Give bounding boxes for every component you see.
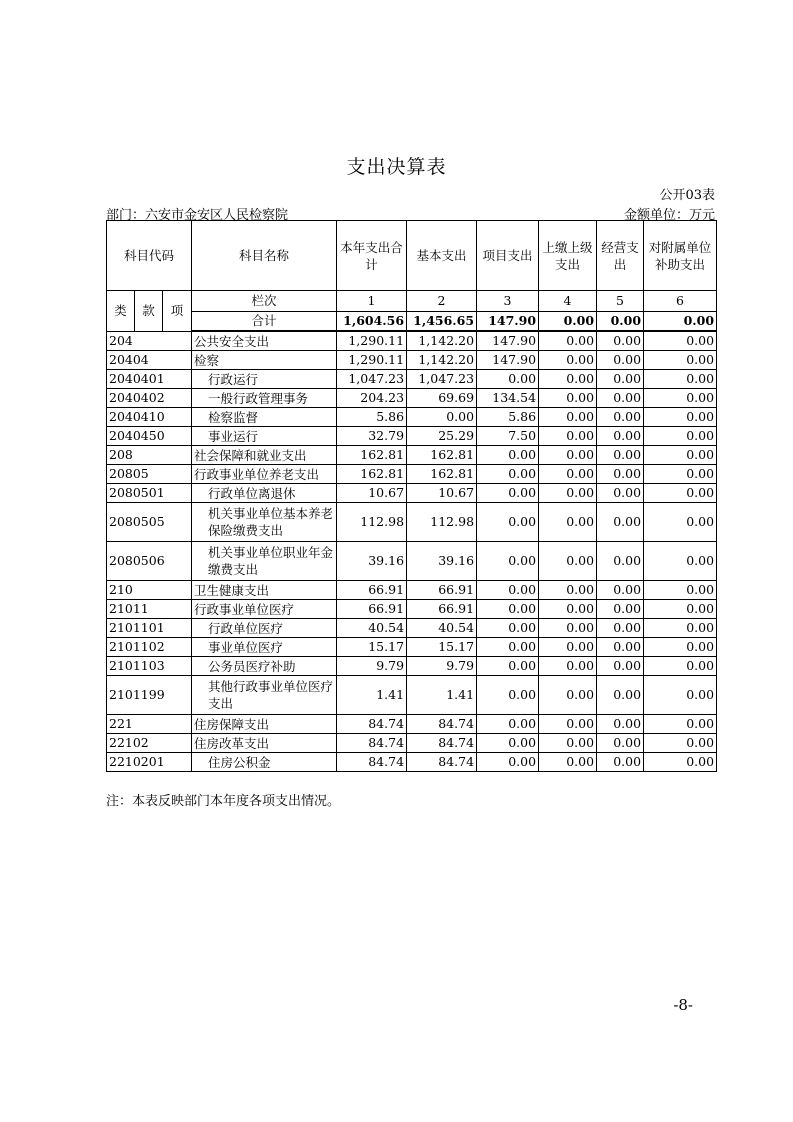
- amount-cell: 0.00: [477, 619, 539, 638]
- table-row: [107, 753, 717, 772]
- amount-cell: 0.00: [539, 446, 597, 465]
- amount-cell: 0.00: [477, 446, 539, 465]
- amount-cell: 0.00: [597, 408, 644, 427]
- amount-cell: 162.81: [407, 465, 477, 484]
- amount-cell: 0.00: [597, 676, 644, 715]
- amount-cell: 0.00: [597, 600, 644, 619]
- amount-cell: 0.00: [539, 465, 597, 484]
- amount-cell: 1.41: [337, 676, 407, 715]
- amount-cell: 0.00: [539, 331, 597, 351]
- amount-cell: 1,290.11: [337, 351, 407, 370]
- subject-name: 社会保障和就业支出: [192, 446, 337, 465]
- amount-cell: 0.00: [644, 619, 717, 638]
- amount-cell: 0.00: [539, 542, 597, 581]
- amount-cell: 162.81: [337, 465, 407, 484]
- amount-cell: 0.00: [644, 465, 717, 484]
- col-index-5: 5: [597, 291, 644, 312]
- amount-cell: 0.00: [539, 715, 597, 734]
- amount-cell: 0.00: [644, 657, 717, 676]
- footnote: 注：本表反映部门本年度各项支出情况。: [106, 794, 341, 809]
- header-name: 科目名称: [192, 221, 337, 291]
- amount-cell: 5.86: [477, 408, 539, 427]
- header-xiang: 项: [163, 291, 192, 332]
- subject-name: 卫生健康支出: [192, 581, 337, 600]
- amount-cell: 0.00: [477, 734, 539, 753]
- amount-cell: 84.74: [337, 734, 407, 753]
- subject-name: 一般行政管理事务: [192, 389, 337, 408]
- amount-cell: 204.23: [337, 389, 407, 408]
- subject-name: 行政运行: [192, 370, 337, 389]
- amount-cell: 162.81: [407, 446, 477, 465]
- subject-name: 行政事业单位养老支出: [192, 465, 337, 484]
- table-row: [107, 715, 717, 734]
- header-code: 科目代码: [107, 221, 192, 291]
- amount-cell: 0.00: [597, 389, 644, 408]
- amount-cell: 9.79: [337, 657, 407, 676]
- amount-cell: 112.98: [337, 503, 407, 542]
- amount-cell: 0.00: [407, 408, 477, 427]
- subject-code: 2101102: [107, 638, 192, 657]
- amount-cell: 10.67: [407, 484, 477, 503]
- amount-cell: 0.00: [597, 503, 644, 542]
- total-value: 147.90: [477, 312, 539, 332]
- table-row: [107, 484, 717, 503]
- amount-cell: 66.91: [337, 581, 407, 600]
- total-label: 合计: [192, 312, 337, 332]
- amount-cell: 1,290.11: [337, 331, 407, 351]
- amount-cell: 162.81: [337, 446, 407, 465]
- amount-cell: 84.74: [407, 715, 477, 734]
- amount-cell: 1,047.23: [407, 370, 477, 389]
- amount-cell: 0.00: [644, 446, 717, 465]
- column-index-row: [107, 291, 717, 312]
- amount-cell: 0.00: [539, 503, 597, 542]
- table-row: [107, 676, 717, 715]
- subject-code: 208: [107, 446, 192, 465]
- amount-cell: 0.00: [597, 351, 644, 370]
- header-lanci: 栏次: [192, 291, 337, 312]
- table-row: [107, 600, 717, 619]
- amount-cell: 0.00: [539, 676, 597, 715]
- amount-cell: 0.00: [539, 753, 597, 772]
- amount-cell: 32.79: [337, 427, 407, 446]
- amount-cell: 66.91: [407, 600, 477, 619]
- amount-cell: 0.00: [539, 600, 597, 619]
- subject-name: 住房保障支出: [192, 715, 337, 734]
- amount-cell: 69.69: [407, 389, 477, 408]
- amount-cell: 0.00: [539, 408, 597, 427]
- table-row: [107, 619, 717, 638]
- amount-cell: 0.00: [539, 657, 597, 676]
- amount-cell: 84.74: [337, 753, 407, 772]
- amount-cell: 0.00: [644, 676, 717, 715]
- form-number: 公开03表: [659, 188, 715, 203]
- subject-code: 204: [107, 331, 192, 351]
- table-row: [107, 331, 717, 351]
- amount-cell: 0.00: [644, 715, 717, 734]
- amount-cell: 1,142.20: [407, 351, 477, 370]
- table-row: [107, 503, 717, 542]
- amount-cell: 0.00: [597, 542, 644, 581]
- subject-code: 2080501: [107, 484, 192, 503]
- table-row: [107, 734, 717, 753]
- amount-cell: 0.00: [644, 503, 717, 542]
- amount-cell: 0.00: [539, 351, 597, 370]
- col-index-1: 1: [337, 291, 407, 312]
- page-title: 支出决算表: [346, 156, 447, 178]
- amount-cell: 0.00: [644, 389, 717, 408]
- subject-name: 行政单位医疗: [192, 619, 337, 638]
- header-upper: 上缴上级支出: [539, 221, 597, 291]
- amount-cell: 0.00: [597, 619, 644, 638]
- amount-cell: 10.67: [337, 484, 407, 503]
- subject-name: 行政事业单位医疗: [192, 600, 337, 619]
- subject-code: 2101103: [107, 657, 192, 676]
- amount-cell: 0.00: [644, 484, 717, 503]
- amount-cell: 15.17: [337, 638, 407, 657]
- header-subsidy: 对附属单位补助支出: [644, 221, 717, 291]
- amount-cell: 0.00: [644, 600, 717, 619]
- amount-cell: 40.54: [407, 619, 477, 638]
- subject-name: 其他行政事业单位医疗支出: [192, 676, 337, 715]
- amount-cell: 39.16: [337, 542, 407, 581]
- subject-name: 检察监督: [192, 408, 337, 427]
- subject-code: 20805: [107, 465, 192, 484]
- subject-code: 2210201: [107, 753, 192, 772]
- amount-cell: 25.29: [407, 427, 477, 446]
- amount-cell: 0.00: [477, 715, 539, 734]
- amount-cell: 0.00: [644, 370, 717, 389]
- amount-cell: 0.00: [644, 331, 717, 351]
- amount-cell: 15.17: [407, 638, 477, 657]
- subject-name: 公务员医疗补助: [192, 657, 337, 676]
- subject-name: 机关事业单位职业年金缴费支出: [192, 542, 337, 581]
- amount-cell: 0.00: [477, 657, 539, 676]
- table-row: [107, 581, 717, 600]
- table-row: [107, 389, 717, 408]
- table-row: [107, 465, 717, 484]
- amount-cell: 0.00: [477, 581, 539, 600]
- amount-cell: 84.74: [407, 753, 477, 772]
- amount-cell: 0.00: [597, 331, 644, 351]
- amount-cell: 0.00: [644, 638, 717, 657]
- header-row: [107, 221, 717, 291]
- col-index-2: 2: [407, 291, 477, 312]
- amount-cell: 9.79: [407, 657, 477, 676]
- table-row: [107, 370, 717, 389]
- amount-cell: 39.16: [407, 542, 477, 581]
- subject-code: 22102: [107, 734, 192, 753]
- amount-cell: 0.00: [597, 465, 644, 484]
- subject-name: 机关事业单位基本养老保险缴费支出: [192, 503, 337, 542]
- amount-cell: 134.54: [477, 389, 539, 408]
- table-row: [107, 542, 717, 581]
- expenditure-table: [106, 220, 717, 772]
- total-row: [107, 312, 717, 332]
- amount-cell: 0.00: [597, 657, 644, 676]
- amount-cell: 84.74: [407, 734, 477, 753]
- amount-cell: 5.86: [337, 408, 407, 427]
- subject-name: 住房改革支出: [192, 734, 337, 753]
- header-total: 本年支出合计: [337, 221, 407, 291]
- amount-cell: 40.54: [337, 619, 407, 638]
- amount-cell: 1.41: [407, 676, 477, 715]
- amount-cell: 0.00: [477, 503, 539, 542]
- amount-cell: 0.00: [539, 638, 597, 657]
- header-kuan: 款: [135, 291, 163, 332]
- amount-cell: 0.00: [477, 542, 539, 581]
- amount-cell: 0.00: [597, 638, 644, 657]
- amount-cell: 0.00: [597, 446, 644, 465]
- header-business: 经营支出: [597, 221, 644, 291]
- table-row: [107, 427, 717, 446]
- header-lei: 类: [107, 291, 135, 332]
- amount-cell: 0.00: [539, 427, 597, 446]
- amount-cell: 84.74: [337, 715, 407, 734]
- amount-cell: 0.00: [597, 734, 644, 753]
- page-number: -8-: [673, 996, 693, 1014]
- department-label: 部门：六安市金安区人民检察院: [106, 208, 289, 223]
- amount-cell: 0.00: [477, 676, 539, 715]
- amount-unit-label: 金额单位：万元: [623, 208, 715, 223]
- amount-cell: 0.00: [477, 600, 539, 619]
- subject-code: 210: [107, 581, 192, 600]
- subject-code: 2080506: [107, 542, 192, 581]
- amount-cell: 0.00: [539, 581, 597, 600]
- amount-cell: 147.90: [477, 331, 539, 351]
- amount-cell: 0.00: [597, 753, 644, 772]
- amount-cell: 147.90: [477, 351, 539, 370]
- table-row: [107, 446, 717, 465]
- subject-code: 2040450: [107, 427, 192, 446]
- total-value: 0.00: [644, 312, 717, 332]
- amount-cell: 66.91: [407, 581, 477, 600]
- amount-cell: 1,047.23: [337, 370, 407, 389]
- amount-cell: 112.98: [407, 503, 477, 542]
- subject-name: 住房公积金: [192, 753, 337, 772]
- subject-code: 2080505: [107, 503, 192, 542]
- amount-cell: 0.00: [539, 389, 597, 408]
- header-basic: 基本支出: [407, 221, 477, 291]
- amount-cell: 0.00: [597, 581, 644, 600]
- table-row: [107, 351, 717, 370]
- amount-cell: 0.00: [644, 408, 717, 427]
- subject-code: 2101101: [107, 619, 192, 638]
- amount-cell: 0.00: [477, 484, 539, 503]
- total-value: 0.00: [597, 312, 644, 332]
- subject-code: 2040402: [107, 389, 192, 408]
- amount-cell: 0.00: [539, 370, 597, 389]
- amount-cell: 0.00: [644, 542, 717, 581]
- amount-cell: 0.00: [477, 370, 539, 389]
- amount-cell: 1,142.20: [407, 331, 477, 351]
- subject-name: 行政单位离退休: [192, 484, 337, 503]
- total-value: 1,604.56: [337, 312, 407, 332]
- header-project: 项目支出: [477, 221, 539, 291]
- amount-cell: 0.00: [539, 734, 597, 753]
- amount-cell: 7.50: [477, 427, 539, 446]
- subject-name: 事业运行: [192, 427, 337, 446]
- amount-cell: 0.00: [644, 427, 717, 446]
- col-index-6: 6: [644, 291, 717, 312]
- amount-cell: 0.00: [597, 427, 644, 446]
- subject-code: 221: [107, 715, 192, 734]
- col-index-4: 4: [539, 291, 597, 312]
- amount-cell: 0.00: [597, 484, 644, 503]
- amount-cell: 0.00: [644, 351, 717, 370]
- subject-name: 检察: [192, 351, 337, 370]
- amount-cell: 0.00: [644, 734, 717, 753]
- amount-cell: 0.00: [539, 619, 597, 638]
- amount-cell: 0.00: [597, 715, 644, 734]
- table-row: [107, 408, 717, 427]
- subject-name: 事业单位医疗: [192, 638, 337, 657]
- amount-cell: 0.00: [477, 465, 539, 484]
- subject-code: 2040410: [107, 408, 192, 427]
- col-index-3: 3: [477, 291, 539, 312]
- amount-cell: 0.00: [644, 581, 717, 600]
- amount-cell: 66.91: [337, 600, 407, 619]
- subject-code: 21011: [107, 600, 192, 619]
- total-value: 0.00: [539, 312, 597, 332]
- amount-cell: 0.00: [477, 753, 539, 772]
- subject-name: 公共安全支出: [192, 331, 337, 351]
- amount-cell: 0.00: [644, 753, 717, 772]
- amount-cell: 0.00: [477, 638, 539, 657]
- amount-cell: 0.00: [597, 370, 644, 389]
- subject-code: 20404: [107, 351, 192, 370]
- table-row: [107, 657, 717, 676]
- total-value: 1,456.65: [407, 312, 477, 332]
- table-row: [107, 638, 717, 657]
- subject-code: 2101199: [107, 676, 192, 715]
- subject-code: 2040401: [107, 370, 192, 389]
- amount-cell: 0.00: [539, 484, 597, 503]
